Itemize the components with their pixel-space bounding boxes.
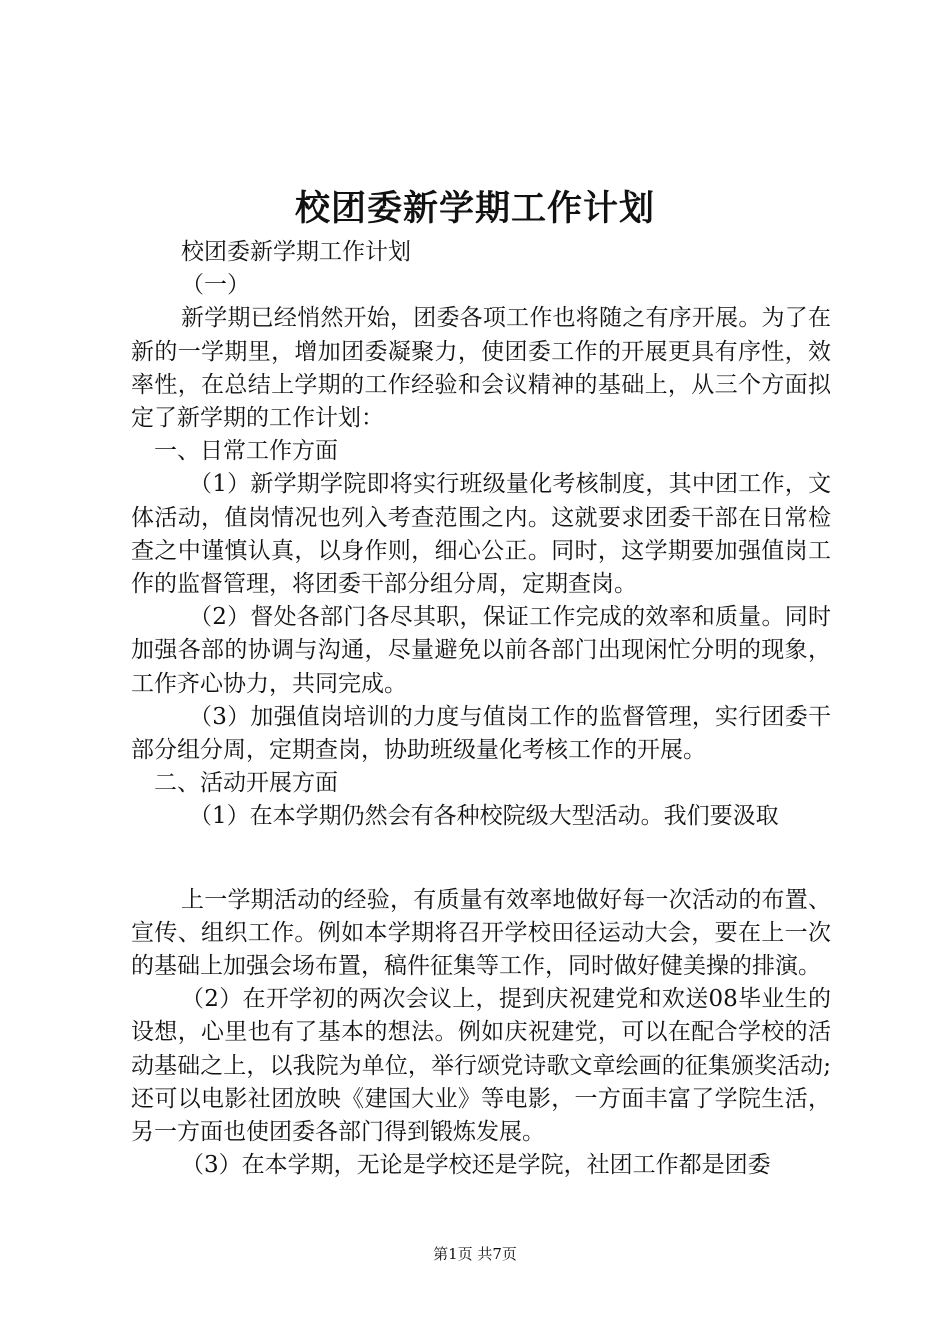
paragraph: （2）在开学初的两次会议上，提到庆祝建党和欢送08毕业生的设想，心里也有了基本的想法。例如庆祝建党，可以在配合学校的活动基础之上，以我院为单位，举行颂党诗歌文章绘画的征集颁奖活动;还可以电影社团放映《建国大业》等电影，一方面丰富了学院生活，另一方面也使团委各部门得到锻炼发展。	[131, 986, 831, 1146]
page-gap	[131, 834, 831, 884]
section-heading: 二、活动开展方面	[154, 770, 338, 797]
page-footer: 第1页 共7页	[433, 1245, 517, 1263]
paragraph: （2）督处各部门各尽其职，保证工作完成的效率和质量。同时加强各部的协调与沟通，尽量避免以前各部门出现闲忙分明的现象，工作齐心协力，共同完成。	[131, 604, 831, 697]
document-title: 校团委新学期工作计划	[294, 188, 655, 229]
document-body	[131, 236, 831, 1182]
paragraph: （3）加强值岗培训的力度与值岗工作的监督管理，实行团委干部分组分周，定期查岗，协助班级量化考核工作的开展。	[131, 703, 831, 764]
section-heading: 一、日常工作方面	[154, 438, 338, 465]
paragraph: （一）	[181, 272, 250, 299]
paragraph: 新学期已经悄然开始，团委各项工作也将随之有序开展。为了在新的一学期里，增加团委凝聚力，使团委工作的开展更具有序性，效率性，在总结上学期的工作经验和会议精神的基础上，从三个方面拟定了新学期的工作计划：	[131, 305, 831, 432]
paragraph: （3）在本学期，无论是学校还是学院，社团工作都是团委	[181, 1152, 771, 1179]
paragraph: 校团委新学期工作计划	[181, 239, 411, 265]
paragraph: （1）在本学期仍然会有各种校院级大型活动。我们要汲取	[189, 803, 779, 830]
paragraph: （1）新学期学院即将实行班级量化考核制度，其中团工作，文体活动，值岗情况也列入考查范围之内。这就要求团委干部在日常检查之中谨慎认真，以身作则，细心公正。同时，这学期要加强值岗工作的监督管理，将团委干部分组分周，定期查岗。	[131, 471, 831, 598]
paragraph: 上一学期活动的经验，有质量有效率地做好每一次活动的布置、宣传、组织工作。例如本学期将召开学校田径运动大会，要在上一次的基础上加强会场布置，稿件征集等工作，同时做好健美操的排演。	[131, 886, 831, 980]
